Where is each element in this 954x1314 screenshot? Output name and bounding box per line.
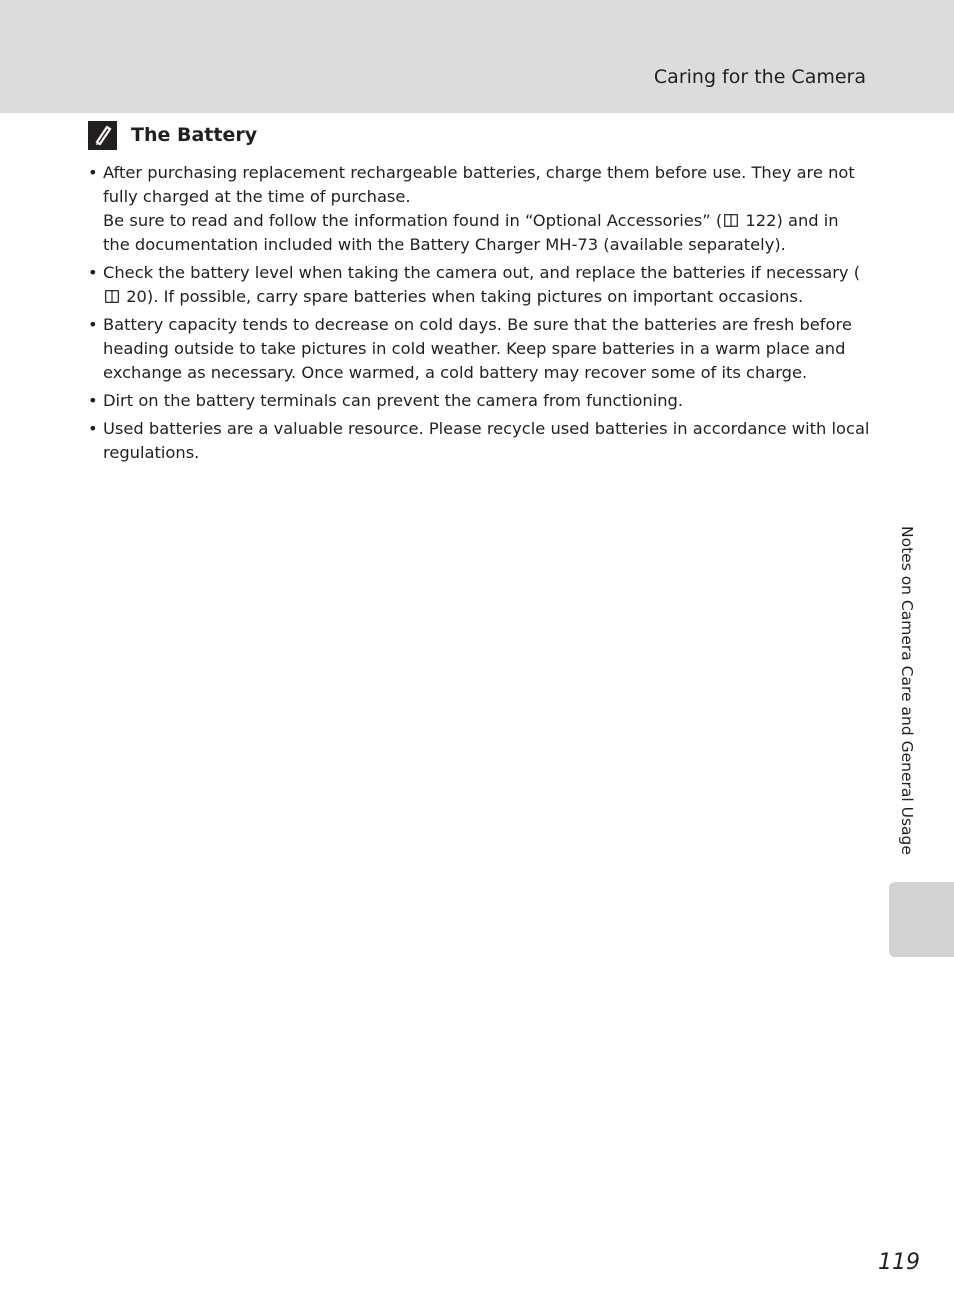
list-item bbox=[88, 161, 870, 257]
bullet-text: ). If possible, carry spare batteries when taking pictures on important occasions. bbox=[146, 287, 804, 306]
chapter-tab bbox=[889, 882, 954, 957]
book-reference-icon bbox=[724, 214, 738, 227]
bullet-text: ) and in the documentation included with the Battery Charger MH-73 (available separately). bbox=[103, 211, 839, 254]
section-heading bbox=[88, 120, 257, 150]
page-reference: 122 bbox=[745, 211, 777, 230]
bullet-text: Be sure to read and follow the information found in “Optional Accessories” ( bbox=[103, 211, 723, 230]
bullet-dot: • bbox=[88, 419, 98, 438]
bullet-list bbox=[88, 161, 870, 469]
section-title: The Battery bbox=[131, 124, 258, 146]
bullet-paragraph: Battery capacity tends to decrease on cold days. Be sure that the batteries are fresh before heading outside to take pictures in cold weather. Keep spare batteries in a warm place and exchange as necessary. Once warmed, a cold battery may recover some of its charge. bbox=[103, 315, 852, 382]
bullet-dot: • bbox=[88, 263, 98, 282]
side-chapter-label bbox=[892, 526, 922, 870]
bullet-paragraph bbox=[103, 261, 870, 309]
header-band bbox=[0, 0, 954, 113]
page-reference: 20 bbox=[126, 287, 147, 306]
bullet-dot: • bbox=[88, 315, 98, 334]
book-reference-icon bbox=[105, 290, 119, 303]
list-item bbox=[88, 389, 870, 413]
page-number: 119 bbox=[878, 1250, 920, 1275]
bullet-paragraph: Dirt on the battery terminals can prevent the camera from functioning. bbox=[103, 391, 684, 410]
note-pencil-icon bbox=[88, 121, 117, 150]
bullet-dot: • bbox=[88, 163, 98, 182]
list-item bbox=[88, 313, 870, 385]
bullet-paragraph bbox=[103, 209, 870, 257]
side-chapter-label-text: Notes on Camera Care and General Usage bbox=[898, 526, 916, 855]
list-item bbox=[88, 417, 870, 465]
list-item bbox=[88, 261, 870, 309]
bullet-paragraph: After purchasing replacement rechargeable batteries, charge them before use. They are not fully charged at the time of purchase. bbox=[103, 163, 855, 206]
bullet-dot: • bbox=[88, 391, 98, 410]
bullet-text: Check the battery level when taking the camera out, and replace the batteries if necessary ( bbox=[103, 263, 861, 282]
bullet-paragraph: Used batteries are a valuable resource. Please recycle used batteries in accordance with local regulations. bbox=[103, 419, 870, 462]
page-header-title: Caring for the Camera bbox=[653, 66, 866, 88]
